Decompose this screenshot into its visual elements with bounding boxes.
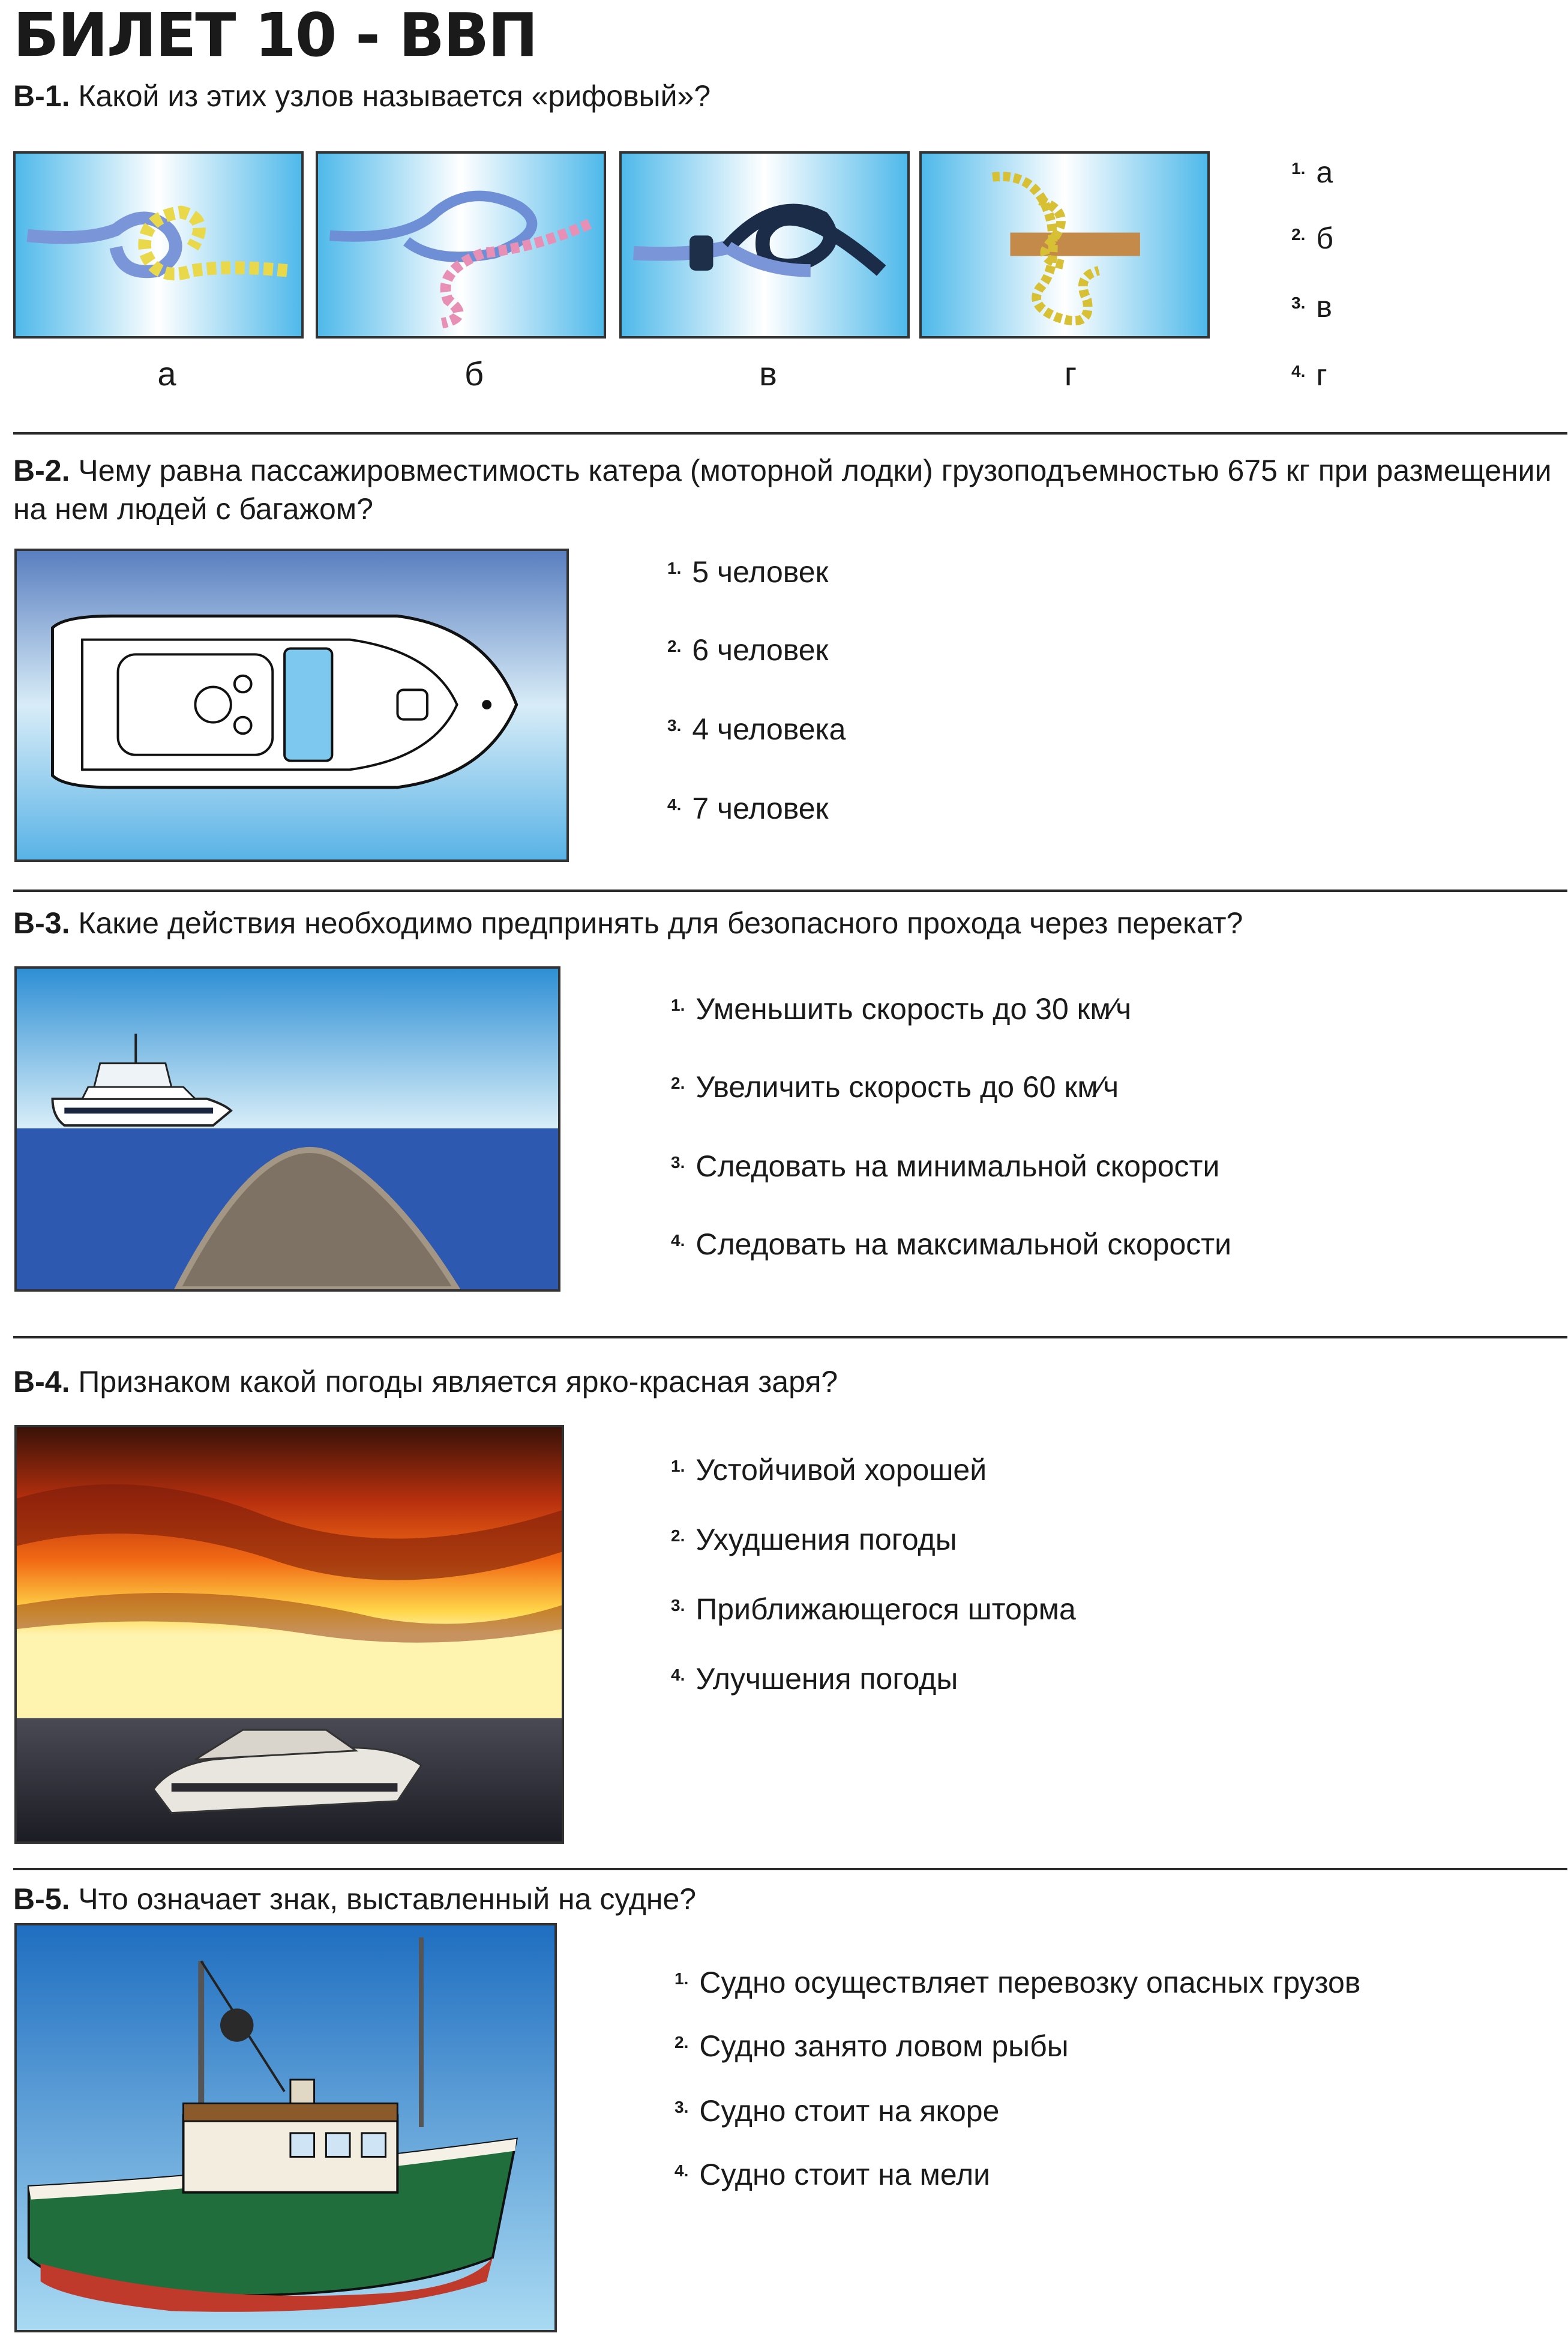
question-1 [13, 77, 710, 115]
option-number: 1. [671, 1457, 685, 1475]
option-number: 2. [667, 637, 682, 655]
option-text: Судно стоит на якоре [699, 2094, 1000, 2128]
option-number: 2. [671, 1074, 685, 1092]
option-text: Следовать на минимальной скорости [695, 1149, 1220, 1183]
option-text: 7 человек [692, 792, 829, 825]
option-number: 3. [671, 1596, 685, 1615]
rapids-image [14, 966, 560, 1292]
knot-label-g: г [1064, 355, 1077, 393]
option-number: 4. [667, 795, 682, 814]
sunset-image [14, 1425, 564, 1844]
option-text: Уменьшить скорость до 30 км⁄ч [695, 992, 1132, 1026]
option-text: Судно осуществляет перевозку опасных грузов [699, 1966, 1361, 1999]
knot-image-a[interactable] [13, 151, 304, 339]
option-text: Ухудшения погоды [695, 1523, 957, 1556]
option-number: 1. [667, 559, 682, 577]
option-text: в [1316, 290, 1332, 324]
option-3[interactable] [671, 1592, 1076, 1627]
option-4[interactable] [667, 791, 828, 826]
option-text: г [1316, 358, 1327, 392]
option-text: Приближающегося шторма [695, 1592, 1076, 1626]
option-text: Следовать на максимальной скорости [695, 1227, 1232, 1261]
option-3[interactable] [671, 1149, 1219, 1184]
question-2 [13, 451, 1555, 528]
question-number: В-2. [13, 454, 70, 487]
motorboat-image [14, 549, 569, 862]
question-number: В-5. [13, 1882, 70, 1916]
option-number: 1. [671, 996, 685, 1014]
option-number: 3. [674, 2098, 689, 2116]
option-4[interactable] [671, 1227, 1231, 1262]
question-3 [13, 904, 1243, 942]
option-text: 5 человек [692, 555, 829, 589]
knot-label-b: б [464, 355, 484, 393]
option-number: 1. [674, 1969, 689, 1988]
option-number: 4. [674, 2161, 689, 2180]
question-number: В-4. [13, 1365, 70, 1398]
section-divider [13, 890, 1567, 892]
option-number: 4. [671, 1231, 685, 1250]
option-number: 4. [671, 1666, 685, 1684]
question-number: В-3. [13, 906, 70, 940]
option-4[interactable] [1291, 358, 1327, 393]
option-text: Судно занято ловом рыбы [699, 2029, 1069, 2063]
option-number: 3. [667, 716, 682, 735]
option-4[interactable] [674, 2157, 990, 2192]
option-2[interactable] [667, 633, 828, 667]
option-2[interactable] [1291, 221, 1333, 256]
option-2[interactable] [674, 2029, 1069, 2064]
option-1[interactable] [671, 992, 1131, 1026]
question-text: Какие действия необходимо предпринять для безопасного прохода через перекат? [78, 906, 1243, 940]
option-1[interactable] [667, 555, 828, 589]
option-4[interactable] [671, 1661, 958, 1696]
option-text: Устойчивой хорошей [695, 1453, 987, 1487]
option-number: 4. [1291, 362, 1306, 381]
option-number: 2. [671, 1526, 685, 1545]
option-3[interactable] [1291, 289, 1332, 324]
option-3[interactable] [667, 712, 846, 747]
option-3[interactable] [674, 2094, 999, 2128]
knot-label-v: в [759, 355, 777, 393]
question-5 [13, 1880, 696, 1918]
option-number: 2. [1291, 225, 1306, 244]
question-text: Что означает знак, выставленный на судне? [78, 1882, 697, 1916]
option-text: а [1316, 155, 1333, 189]
knot-label-a: а [157, 355, 176, 393]
section-divider [13, 1868, 1567, 1870]
option-text: Судно стоит на мели [699, 2158, 991, 2191]
option-number: 1. [1291, 159, 1306, 178]
option-text: 6 человек [692, 633, 829, 667]
question-text: Признаком какой погоды является ярко-красная заря? [78, 1365, 838, 1398]
knot-image-g[interactable] [919, 151, 1210, 339]
option-1[interactable] [671, 1452, 987, 1487]
option-number: 3. [671, 1153, 685, 1172]
knot-image-b[interactable] [316, 151, 606, 339]
question-text: Чему равна пассажировместимость катера (моторной лодки) грузоподъемностью 675 кг при размещении на нем людей с багажом? [13, 454, 1552, 526]
option-number: 2. [674, 2033, 689, 2051]
question-text: Какой из этих узлов называется «рифовый»? [78, 79, 711, 113]
option-1[interactable] [674, 1965, 1360, 2000]
question-4 [13, 1362, 838, 1401]
fishing-boat-image [14, 1923, 557, 2332]
option-text: 4 человека [692, 712, 846, 746]
question-number: В-1. [13, 79, 70, 113]
page-title: БИЛЕТ 10 - ВВП [13, 0, 537, 70]
option-number: 3. [1291, 294, 1306, 312]
knot-image-v[interactable] [619, 151, 910, 339]
option-1[interactable] [1291, 155, 1333, 190]
option-2[interactable] [671, 1522, 957, 1557]
option-text: Увеличить скорость до 60 км⁄ч [695, 1070, 1119, 1104]
section-divider [13, 432, 1567, 435]
option-text: б [1316, 221, 1333, 255]
section-divider [13, 1336, 1567, 1338]
option-text: Улучшения погоды [695, 1662, 958, 1696]
option-2[interactable] [671, 1070, 1119, 1104]
